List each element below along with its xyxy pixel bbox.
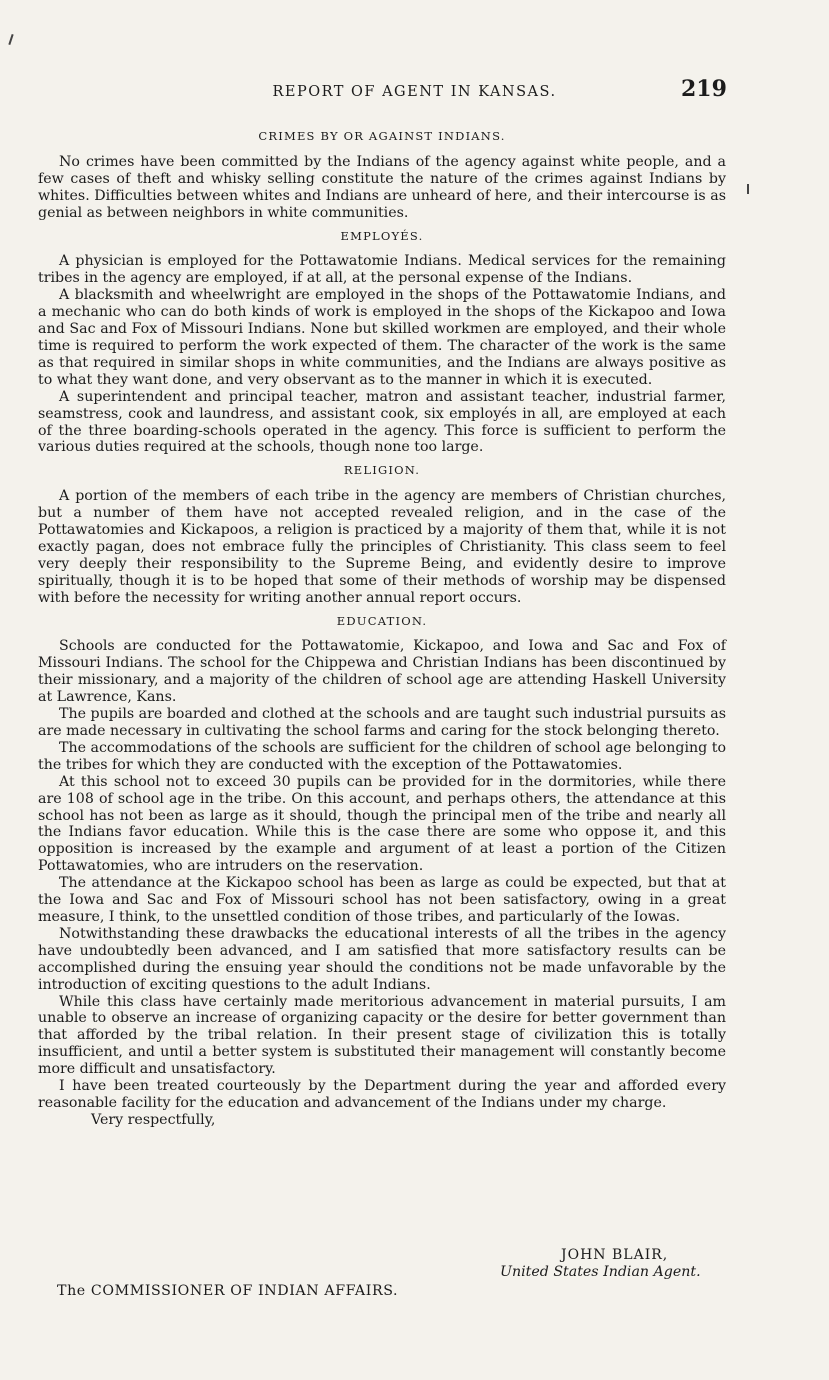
- paragraph: The accommodations of the schools are sufficient for the children of school age belonging to the tribes for which they are conducted with the exception of the Pottawatomies.: [38, 739, 726, 773]
- paragraph: At this school not to exceed 30 pupils can be provided for in the dormitories, while there are 108 of school age in the tribe. On this account, and perhaps others, the attendance at this school has not been as large as it should, though the principal men of the tribe and nearly all the Indians favor education. While this is the case there are some who oppose it, and this opposition is increased by the example and argument of at least a portion of the Citizen Pottawatomies, who are intruders on the reservation.: [38, 773, 726, 875]
- section-heading-crimes: CRIMES BY OR AGAINST INDIANS.: [258, 129, 506, 143]
- margin-mark: [8, 34, 13, 45]
- paragraph: A physician is employed for the Pottawatomie Indians. Medical services for the remaining tribes in the agency are employed, if at all, at the personal expense of the Indians.: [38, 253, 726, 287]
- section-heading-religion: RELIGION.: [343, 463, 421, 478]
- signature-name: JOHN BLAIR,: [561, 1247, 669, 1263]
- addressee: The COMMISSIONER OF INDIAN AFFAIRS.: [57, 1283, 399, 1299]
- paragraph: Notwithstanding these drawbacks the educational interests of all the tribes in the agency have undoubtedly been advanced, and I am satisfied that more satisfactory results can be accomplished during the ensuing year should the conditions not be made unfavorable by the introduction of exciting questions to the adult Indians.: [38, 925, 726, 993]
- paragraph: No crimes have been committed by the Indians of the agency against white people, and a few cases of theft and whisky selling constitute the nature of the crimes against Indians by whites. Difficulties between whites and Indians are unheard of here, and their intercourse is as genial as between neighbors in white communities.: [38, 153, 726, 221]
- signature-title: United States Indian Agent.: [500, 1264, 701, 1280]
- paragraph: A portion of the members of each tribe in the agency are members of Christian churches, but a number of them have not accepted revealed religion, and in the case of the Pottawatomies and Kickapoos, a religion is practiced by a majority of them that, while it is not exactly pagan, does not embrace fully the principles of Christianity. This class seem to feel very deeply their responsibility to the Supreme Being, and evidently desire to improve spiritually, though it is to be hoped that some of their methods of worship may be dispensed with before the necessity for writing another annual report occurs.: [38, 488, 726, 606]
- closing-salutation: Very respectfully,: [91, 1111, 216, 1128]
- margin-mark: [747, 184, 749, 194]
- paragraph: I have been treated courteously by the Department during the year and afforded every reasonable facility for the education and advancement of the Indians under my charge.: [38, 1078, 726, 1111]
- section-heading-education: EDUCATION.: [336, 613, 428, 628]
- paragraph: Schools are conducted for the Pottawatomie, Kickapoo, and Iowa and Sac and Fox of Missouri Indians. The school for the Chippewa and Christian Indians has been discontinued by their missionary, and a majority of the children of school age are attending Haskell University at Lawrence, Kans.: [38, 638, 726, 706]
- paragraph: The pupils are boarded and clothed at the schools and are taught such industrial pursuits as are made necessary in cultivating the school farms and caring for the stock belonging thereto.: [38, 706, 726, 739]
- paragraph: A blacksmith and wheelwright are employed in the shops of the Pottawatomie Indians, and a mechanic who can do both kinds of work is employed in the shops of the Kickapoo and Iowa and Sac and Fox of Missouri Indians. None but skilled workmen are employed, and their whole time is required to perform the work expected of them. The character of the work is the same as that required in similar shops in white communities, and the Indians are always positive as to what they want done, and very observant as to the manner in which it is executed.: [38, 287, 726, 388]
- paragraph: A superintendent and principal teacher, matron and assistant teacher, industrial farmer, seamstress, cook and laundress, and assistant cook, six employés in all, are employed at each of the three boarding-schools operated in the agency. This force is sufficient to perform the various duties required at the schools, though none too large.: [38, 388, 726, 456]
- page-number: 219: [681, 76, 727, 102]
- report-body: [38, 128, 726, 1129]
- paragraph: While this class have certainly made meritorious advancement in material pursuits, I am unable to observe an increase of organizing capacity or the desire for better government than that afforded by the tribal relation. In their present stage of civilization this is totally insufficient, and until a better system is substituted their management will constantly become more difficult and unsatisfactory.: [38, 993, 726, 1078]
- running-head: REPORT OF AGENT IN KANSAS.: [272, 84, 557, 100]
- paragraph: The attendance at the Kickapoo school has been as large as could be expected, but that at the Iowa and Sac and Fox of Missouri school has not been satisfactory, owing in a great measure, I think, to the unsettled condition of those tribes, and particularly of the Iowas.: [38, 875, 726, 925]
- section-heading-employes: EMPLOYÉS.: [340, 228, 424, 243]
